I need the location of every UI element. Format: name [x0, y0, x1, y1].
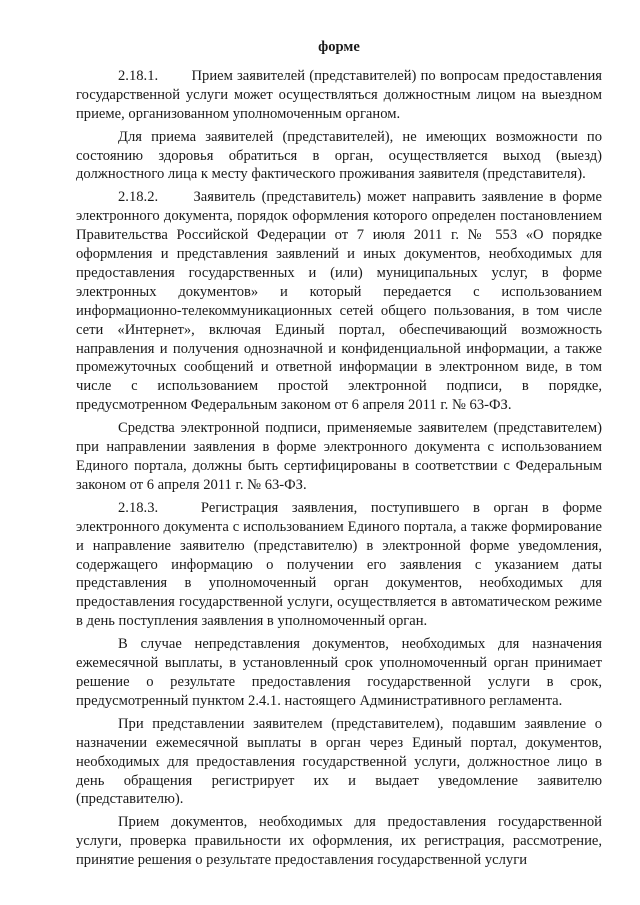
- paragraph-home-visit: Для приема заявителей (представителей), не имеющих возможности по состоянию здоровья обратиться в орган, осуществляется выход (выезд) должностного лица к месту фактического проживания заявителя (представителя).: [76, 128, 602, 183]
- page-header: форме: [318, 39, 360, 55]
- paragraph-document-acceptance: Прием документов, необходимых для предоставления государственной услуги, проверка правильности их оформления, их регистрация, рассмотрение, принятие решения о результате предоставления государственной услуги: [76, 814, 602, 869]
- paragraph-document-registration: При представлении заявителем (представителем), подавшим заявление о назначении ежемесячной выплаты в орган через Единый портал, документов, необходимых для предоставления государственной услуги, должностное лицо в день обращения регистрирует их и выдает уведомление заявителю (представителю).: [76, 715, 602, 808]
- paragraph-2-18-3: 2.18.3. Регистрация заявления, поступившего в орган в форме электронного документа с использованием Единого портала, а также формирование и направление заявителю (представителю) в электронной форме уведомления, содержащего информацию о получении его заявления с указанием даты представления в уполномоченный орган документов, необходимых для предоставления государственной услуги, осуществляется в автоматическом режиме в день поступления заявления в уполномоченный орган.: [76, 499, 602, 630]
- document-page: [76, 38, 602, 874]
- paragraph-non-submission: В случае непредставления документов, необходимых для назначения ежемесячной выплаты, в установленный срок уполномоченный орган принимает решение о результате предоставления государственной услуги в срок, предусмотренный пунктом 2.4.1. настоящего Административного регламента.: [76, 636, 602, 709]
- paragraph-2-18-2: 2.18.2. Заявитель (представитель) может направить заявление в форме электронного документа, порядок оформления которого определен постановлением Правительства Российской Федерации от 7 июля 2011 г. № 553 «О порядке оформления и представления заявлений и иных документов, необходимых для предоставления государственных и (или) муниципальных услуг, в форме электронных документов» и который передается с использованием информационно-телекоммуникационных сетей общего пользования, в том числе сети «Интернет», включая Единый портал, обеспечивающий возможность направления и получения однозначной и конфиденциальной информации, а также промежуточных сообщений и ответной информации в электронном виде, в том числе с использованием простой электронной подписи, в порядке, предусмотренном Федеральным законом от 6 апреля 2011 г. № 63-ФЗ.: [76, 189, 602, 414]
- paragraph-electronic-signature: Средства электронной подписи, применяемые заявителем (представителем) при направлении заявления в форме электронного документа с использованием Единого портала, должны быть сертифицированы в соответствии с Федеральным законом от 6 апреля 2011 г. № 63-ФЗ.: [76, 420, 602, 493]
- paragraph-2-18-1: 2.18.1. Прием заявителей (представителей) по вопросам предоставления государственной услуги может осуществляться должностным лицом на выездном приеме, организованном уполномоченным органом.: [76, 67, 602, 122]
